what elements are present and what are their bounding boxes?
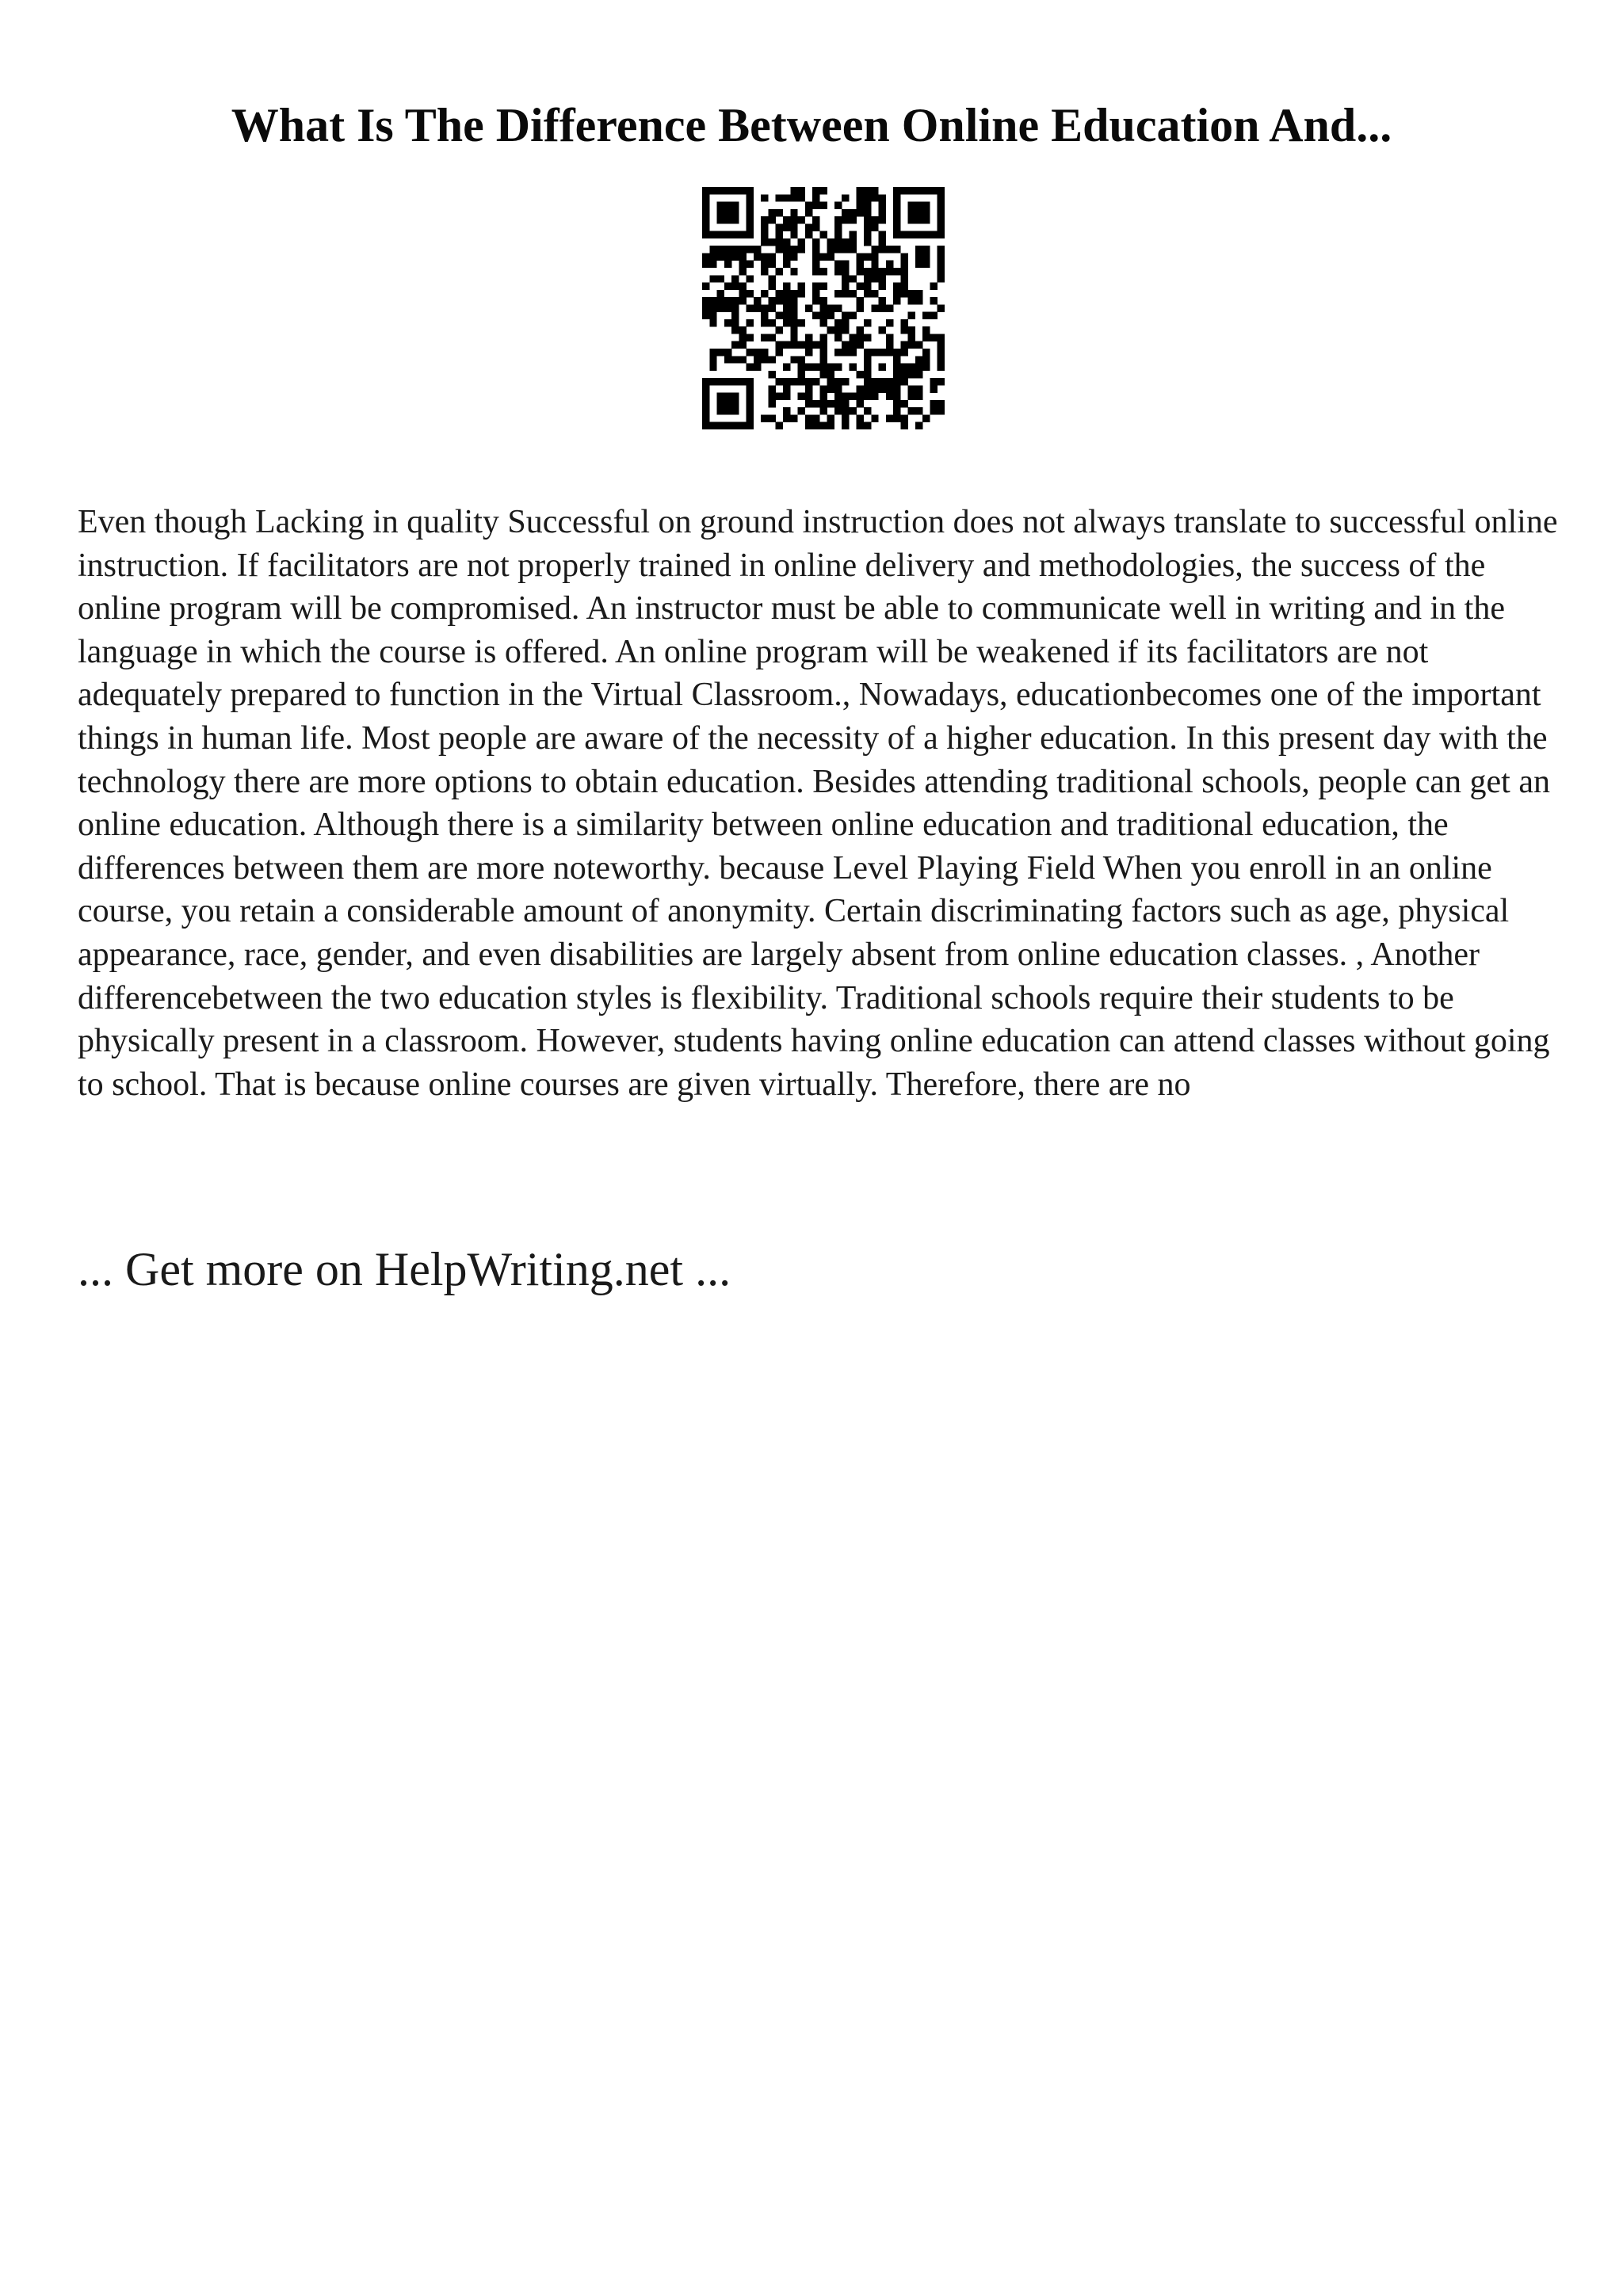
get-more-link[interactable]: ... Get more on HelpWriting.net ...	[78, 1243, 731, 1295]
article-body: Even though Lacking in quality Successful on ground instruction does not always translate to successful online instruction. If facilitators are not properly trained in online delivery and methodologies, the success of the online program will be compromised. An instructor must be able to communicate well in writing and in the language in which the course is offered. An online program will be weakened if its facilitators are not adequately prepared to function in the Virtual Classroom., Nowadays, educationbecomes one of the important things in human life. Most people are aware of the necessity of a higher education. In this present day with the technology there are more options to obtain education. Besides attending traditional schools, people can get an online education. Although there is a similarity between online education and traditional education, the differences between them are more noteworthy. because Level Playing Field When you enroll in an online course, you retain a considerable amount of anonymity. Certain discriminating factors such as age, physical appearance, race, gender, and even disabilities are largely absent from online education classes. , Another differencebetween the two education styles is flexibility. Traditional schools require their students to be physically present in a classroom. However, students having online education can attend classes without going to school. That is because online courses are given virtually. Therefore, there are no	[78, 504, 1558, 1103]
page-title: What Is The Difference Between Online Education And...	[231, 99, 1392, 151]
qr-code-icon	[702, 187, 945, 429]
